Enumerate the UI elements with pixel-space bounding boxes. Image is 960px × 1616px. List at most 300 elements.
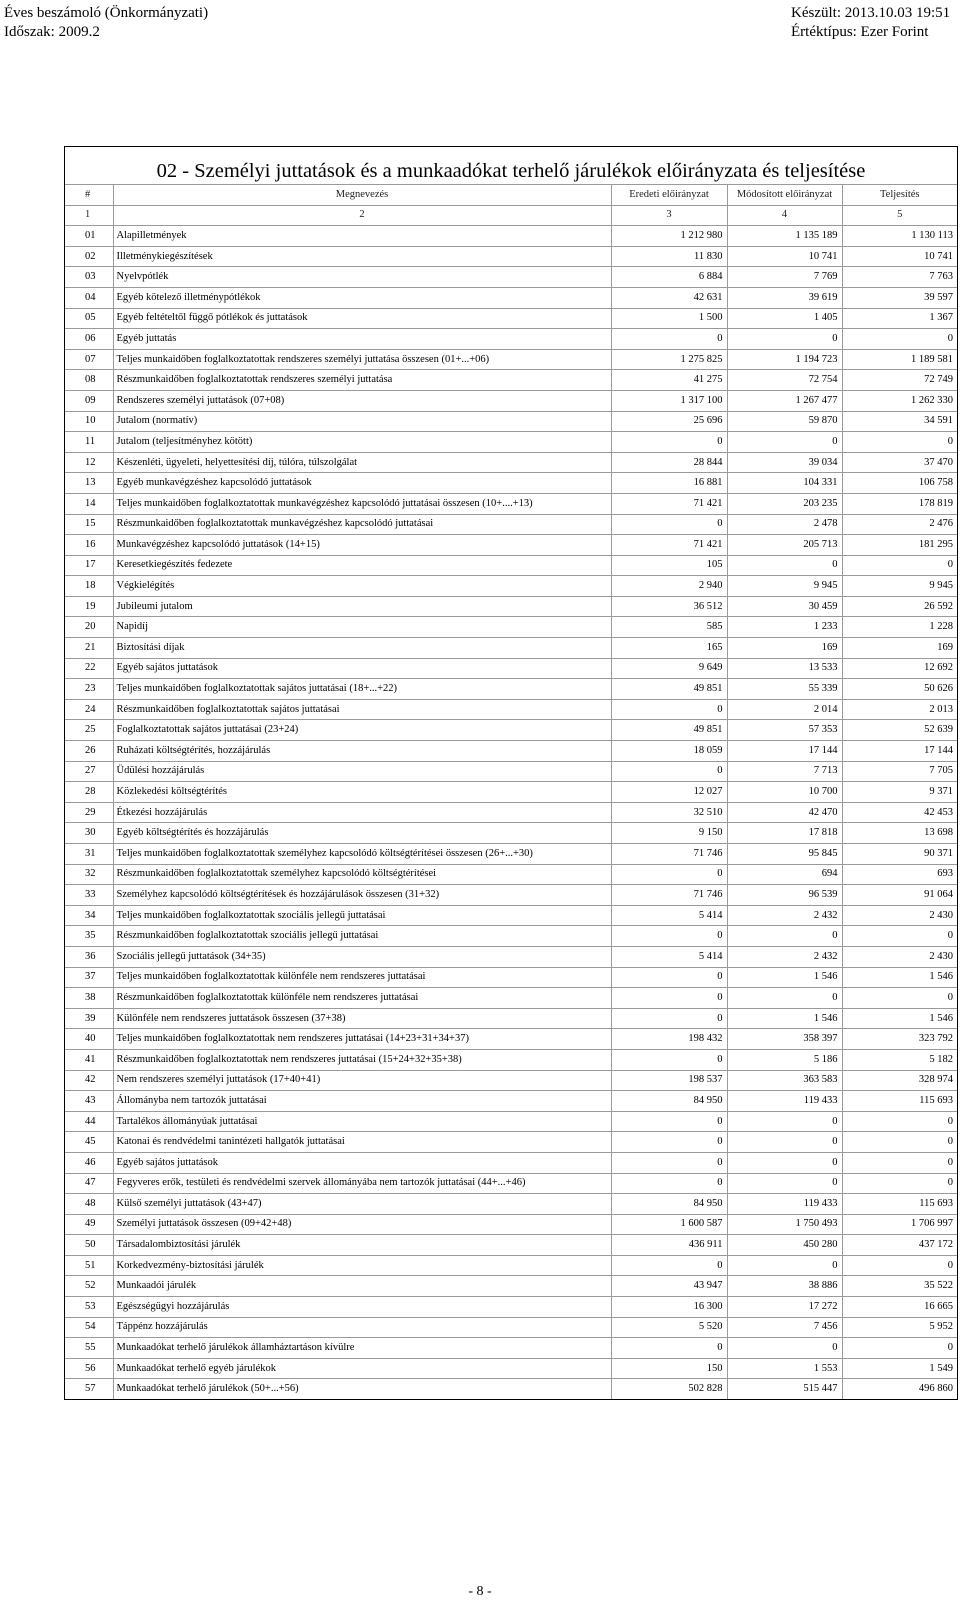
report-table-container xyxy=(64,146,958,1400)
row-number: 56 xyxy=(65,1358,113,1379)
table-row xyxy=(65,226,957,247)
row-number: 10 xyxy=(65,411,113,432)
row-number: 16 xyxy=(65,535,113,556)
row-original-value: 0 xyxy=(611,988,727,1009)
row-modified-value: 205 713 xyxy=(727,535,842,556)
row-modified-value: 358 397 xyxy=(727,1029,842,1050)
row-modified-value: 0 xyxy=(727,988,842,1009)
row-name: Étkezési hozzájárulás xyxy=(113,802,611,823)
row-original-value: 84 950 xyxy=(611,1091,727,1112)
row-modified-value: 1 233 xyxy=(727,617,842,638)
row-number: 30 xyxy=(65,823,113,844)
row-name: Végkielégítés xyxy=(113,576,611,597)
row-original-value: 9 649 xyxy=(611,658,727,679)
row-actual-value: 181 295 xyxy=(842,535,957,556)
row-modified-value: 169 xyxy=(727,638,842,659)
row-modified-value: 104 331 xyxy=(727,473,842,494)
row-name: Részmunkaidőben foglalkoztatottak különféle nem rendszeres juttatásai xyxy=(113,988,611,1009)
row-number: 03 xyxy=(65,267,113,288)
row-number: 13 xyxy=(65,473,113,494)
row-original-value: 5 520 xyxy=(611,1317,727,1338)
row-original-value: 43 947 xyxy=(611,1276,727,1297)
table-row xyxy=(65,1152,957,1173)
table-row xyxy=(65,988,957,1009)
row-original-value: 0 xyxy=(611,967,727,988)
row-actual-value: 0 xyxy=(842,1255,957,1276)
table-row xyxy=(65,844,957,865)
row-modified-value: 1 546 xyxy=(727,1008,842,1029)
table-row xyxy=(65,967,957,988)
row-name: Nyelvpótlék xyxy=(113,267,611,288)
row-actual-value: 7 705 xyxy=(842,761,957,782)
row-name: Társadalombiztosítási járulék xyxy=(113,1235,611,1256)
table-row xyxy=(65,946,957,967)
row-name: Tartalékos állományúak juttatásai xyxy=(113,1111,611,1132)
row-actual-value: 0 xyxy=(842,1338,957,1359)
row-modified-value: 39 619 xyxy=(727,287,842,308)
row-actual-value: 0 xyxy=(842,1111,957,1132)
row-number: 45 xyxy=(65,1132,113,1153)
row-name: Ruházati költségtérítés, hozzájárulás xyxy=(113,741,611,762)
table-row xyxy=(65,1214,957,1235)
row-number: 33 xyxy=(65,885,113,906)
row-modified-value: 0 xyxy=(727,432,842,453)
report-period: Időszak: 2009.2 xyxy=(4,24,100,40)
row-actual-value: 693 xyxy=(842,864,957,885)
row-number: 12 xyxy=(65,452,113,473)
row-actual-value: 437 172 xyxy=(842,1235,957,1256)
row-modified-value: 95 845 xyxy=(727,844,842,865)
row-number: 22 xyxy=(65,658,113,679)
row-number: 44 xyxy=(65,1111,113,1132)
row-modified-value: 72 754 xyxy=(727,370,842,391)
row-name: Részmunkaidőben foglalkoztatottak személyhez kapcsolódó költségtérítései xyxy=(113,864,611,885)
row-modified-value: 96 539 xyxy=(727,885,842,906)
row-modified-value: 10 700 xyxy=(727,782,842,803)
table-row xyxy=(65,823,957,844)
table-row xyxy=(65,370,957,391)
row-actual-value: 34 591 xyxy=(842,411,957,432)
table-row xyxy=(65,1194,957,1215)
row-name: Személyhez kapcsolódó költségtérítések és hozzájárulások összesen (31+32) xyxy=(113,885,611,906)
table-row xyxy=(65,411,957,432)
row-actual-value: 12 692 xyxy=(842,658,957,679)
row-actual-value: 35 522 xyxy=(842,1276,957,1297)
table-row xyxy=(65,741,957,762)
table-row xyxy=(65,308,957,329)
row-modified-value: 7 713 xyxy=(727,761,842,782)
row-original-value: 105 xyxy=(611,555,727,576)
row-original-value: 25 696 xyxy=(611,411,727,432)
row-original-value: 1 275 825 xyxy=(611,349,727,370)
row-modified-value: 42 470 xyxy=(727,802,842,823)
row-original-value: 6 884 xyxy=(611,267,727,288)
row-modified-value: 119 433 xyxy=(727,1194,842,1215)
column-number-5: 5 xyxy=(842,205,957,226)
row-name: Rendszeres személyi juttatások (07+08) xyxy=(113,390,611,411)
row-actual-value: 115 693 xyxy=(842,1091,957,1112)
row-original-value: 16 300 xyxy=(611,1297,727,1318)
row-modified-value: 59 870 xyxy=(727,411,842,432)
row-name: Teljes munkaidőben foglalkoztatottak rendszeres személyi juttatása összesen (01+...+06) xyxy=(113,349,611,370)
row-original-value: 502 828 xyxy=(611,1379,727,1399)
row-name: Különféle nem rendszeres juttatások összesen (37+38) xyxy=(113,1008,611,1029)
table-row xyxy=(65,514,957,535)
row-name: Napidíj xyxy=(113,617,611,638)
row-modified-value: 0 xyxy=(727,1338,842,1359)
row-number: 06 xyxy=(65,329,113,350)
row-modified-value: 2 432 xyxy=(727,905,842,926)
row-number: 42 xyxy=(65,1070,113,1091)
row-modified-value: 203 235 xyxy=(727,493,842,514)
row-name: Munkavégzéshez kapcsolódó juttatások (14+15) xyxy=(113,535,611,556)
table-row xyxy=(65,473,957,494)
report-title: Éves beszámoló (Önkormányzati) xyxy=(4,5,209,21)
row-number: 27 xyxy=(65,761,113,782)
row-actual-value: 10 741 xyxy=(842,246,957,267)
column-header-modified: Módosított előirányzat xyxy=(727,185,842,206)
row-name: Teljes munkaidőben foglalkoztatottak sajátos juttatásai (18+...+22) xyxy=(113,679,611,700)
row-number: 20 xyxy=(65,617,113,638)
table-row xyxy=(65,555,957,576)
row-original-value: 71 421 xyxy=(611,493,727,514)
table-row xyxy=(65,390,957,411)
column-header-num: # xyxy=(65,185,113,206)
row-original-value: 71 746 xyxy=(611,885,727,906)
table-title: 02 - Személyi juttatások és a munkaadókat terhelő járulékok előirányzata és teljesítése xyxy=(156,160,866,182)
row-name: Külső személyi juttatások (43+47) xyxy=(113,1194,611,1215)
row-original-value: 28 844 xyxy=(611,452,727,473)
row-actual-value: 91 064 xyxy=(842,885,957,906)
table-row xyxy=(65,1070,957,1091)
row-actual-value: 5 952 xyxy=(842,1317,957,1338)
row-modified-value: 1 750 493 xyxy=(727,1214,842,1235)
row-original-value: 0 xyxy=(611,1049,727,1070)
table-row xyxy=(65,720,957,741)
row-original-value: 9 150 xyxy=(611,823,727,844)
row-original-value: 150 xyxy=(611,1358,727,1379)
row-original-value: 49 851 xyxy=(611,720,727,741)
row-original-value: 32 510 xyxy=(611,802,727,823)
row-original-value: 71 746 xyxy=(611,844,727,865)
row-name: Személyi juttatások összesen (09+42+48) xyxy=(113,1214,611,1235)
row-original-value: 0 xyxy=(611,1008,727,1029)
column-header-actual: Teljesítés xyxy=(842,185,957,206)
row-number: 09 xyxy=(65,390,113,411)
row-number: 29 xyxy=(65,802,113,823)
table-row xyxy=(65,1132,957,1153)
row-actual-value: 0 xyxy=(842,926,957,947)
row-modified-value: 2 478 xyxy=(727,514,842,535)
row-original-value: 0 xyxy=(611,761,727,782)
row-name: Egyéb munkavégzéshez kapcsolódó juttatások xyxy=(113,473,611,494)
row-number: 18 xyxy=(65,576,113,597)
row-name: Részmunkaidőben foglalkoztatottak munkavégzéshez kapcsolódó juttatásai xyxy=(113,514,611,535)
row-name: Állományba nem tartozók juttatásai xyxy=(113,1091,611,1112)
row-name: Teljes munkaidőben foglalkoztatottak nem rendszeres juttatásai (14+23+31+34+37) xyxy=(113,1029,611,1050)
row-modified-value: 1 553 xyxy=(727,1358,842,1379)
table-row xyxy=(65,905,957,926)
table-row xyxy=(65,246,957,267)
row-number: 26 xyxy=(65,741,113,762)
row-number: 35 xyxy=(65,926,113,947)
row-actual-value: 52 639 xyxy=(842,720,957,741)
row-name: Munkaadókat terhelő járulékok (50+...+56) xyxy=(113,1379,611,1399)
row-number: 34 xyxy=(65,905,113,926)
row-number: 37 xyxy=(65,967,113,988)
row-actual-value: 178 819 xyxy=(842,493,957,514)
row-original-value: 5 414 xyxy=(611,946,727,967)
row-name: Jutalom (teljesítményhez kötött) xyxy=(113,432,611,453)
row-actual-value: 328 974 xyxy=(842,1070,957,1091)
column-header-name: Megnevezés xyxy=(113,185,611,206)
column-number-3: 3 xyxy=(611,205,727,226)
row-modified-value: 5 186 xyxy=(727,1049,842,1070)
row-original-value: 0 xyxy=(611,514,727,535)
table-row xyxy=(65,699,957,720)
column-number-4: 4 xyxy=(727,205,842,226)
row-number: 43 xyxy=(65,1091,113,1112)
row-modified-value: 694 xyxy=(727,864,842,885)
table-row xyxy=(65,1235,957,1256)
row-number: 07 xyxy=(65,349,113,370)
row-original-value: 0 xyxy=(611,1111,727,1132)
row-modified-value: 1 135 189 xyxy=(727,226,842,247)
row-actual-value: 1 130 113 xyxy=(842,226,957,247)
row-actual-value: 169 xyxy=(842,638,957,659)
row-number: 48 xyxy=(65,1194,113,1215)
table-row xyxy=(65,638,957,659)
row-actual-value: 26 592 xyxy=(842,596,957,617)
row-original-value: 198 432 xyxy=(611,1029,727,1050)
row-number: 01 xyxy=(65,226,113,247)
row-modified-value: 9 945 xyxy=(727,576,842,597)
table-row xyxy=(65,1111,957,1132)
table-row xyxy=(65,267,957,288)
row-original-value: 71 421 xyxy=(611,535,727,556)
row-modified-value: 2 432 xyxy=(727,946,842,967)
table-row xyxy=(65,1173,957,1194)
table-row xyxy=(65,1091,957,1112)
row-modified-value: 38 886 xyxy=(727,1276,842,1297)
table-row xyxy=(65,1297,957,1318)
row-original-value: 49 851 xyxy=(611,679,727,700)
row-modified-value: 2 014 xyxy=(727,699,842,720)
table-row xyxy=(65,658,957,679)
row-name: Keresetkiegészítés fedezete xyxy=(113,555,611,576)
row-actual-value: 2 013 xyxy=(842,699,957,720)
row-modified-value: 1 194 723 xyxy=(727,349,842,370)
report-table xyxy=(65,184,957,1399)
row-original-value: 0 xyxy=(611,1132,727,1153)
row-number: 41 xyxy=(65,1049,113,1070)
row-name: Jutalom (normatív) xyxy=(113,411,611,432)
row-modified-value: 0 xyxy=(727,555,842,576)
table-row xyxy=(65,1358,957,1379)
row-number: 23 xyxy=(65,679,113,700)
row-modified-value: 17 272 xyxy=(727,1297,842,1318)
page-header-right xyxy=(791,4,950,42)
row-number: 49 xyxy=(65,1214,113,1235)
row-actual-value: 13 698 xyxy=(842,823,957,844)
row-name: Részmunkaidőben foglalkoztatottak sajátos juttatásai xyxy=(113,699,611,720)
row-name: Teljes munkaidőben foglalkoztatottak személyhez kapcsolódó költségtérítései összesen (26+...+30) xyxy=(113,844,611,865)
row-name: Szociális jellegű juttatások (34+35) xyxy=(113,946,611,967)
table-row xyxy=(65,885,957,906)
row-original-value: 0 xyxy=(611,864,727,885)
row-original-value: 0 xyxy=(611,1338,727,1359)
row-actual-value: 0 xyxy=(842,329,957,350)
page-number: - 8 - xyxy=(468,1584,492,1599)
row-name: Egyéb költségtérítés és hozzájárulás xyxy=(113,823,611,844)
row-name: Készenléti, ügyeleti, helyettesítési díj, túlóra, túlszolgálat xyxy=(113,452,611,473)
row-name: Egyéb sajátos juttatások xyxy=(113,658,611,679)
row-original-value: 41 275 xyxy=(611,370,727,391)
row-name: Fegyveres erők, testületi és rendvédelmi szervek állományába nem tartozók juttatásai (44+...+46) xyxy=(113,1173,611,1194)
row-original-value: 198 537 xyxy=(611,1070,727,1091)
table-row xyxy=(65,432,957,453)
table-row xyxy=(65,329,957,350)
table-row xyxy=(65,596,957,617)
row-actual-value: 1 367 xyxy=(842,308,957,329)
row-number: 14 xyxy=(65,493,113,514)
row-actual-value: 5 182 xyxy=(842,1049,957,1070)
row-original-value: 1 317 100 xyxy=(611,390,727,411)
row-actual-value: 2 430 xyxy=(842,946,957,967)
row-modified-value: 515 447 xyxy=(727,1379,842,1399)
row-number: 28 xyxy=(65,782,113,803)
row-name: Jubileumi jutalom xyxy=(113,596,611,617)
row-original-value: 5 414 xyxy=(611,905,727,926)
row-original-value: 1 212 980 xyxy=(611,226,727,247)
row-actual-value: 2 430 xyxy=(842,905,957,926)
table-row xyxy=(65,1379,957,1399)
row-number: 47 xyxy=(65,1173,113,1194)
row-actual-value: 9 371 xyxy=(842,782,957,803)
row-original-value: 0 xyxy=(611,1152,727,1173)
row-original-value: 18 059 xyxy=(611,741,727,762)
row-modified-value: 0 xyxy=(727,1152,842,1173)
table-row xyxy=(65,1338,957,1359)
row-number: 51 xyxy=(65,1255,113,1276)
row-original-value: 436 911 xyxy=(611,1235,727,1256)
row-number: 19 xyxy=(65,596,113,617)
row-name: Alapilletmények xyxy=(113,226,611,247)
table-row xyxy=(65,802,957,823)
row-original-value: 16 881 xyxy=(611,473,727,494)
table-row xyxy=(65,535,957,556)
row-number: 24 xyxy=(65,699,113,720)
table-row xyxy=(65,493,957,514)
row-actual-value: 1 189 581 xyxy=(842,349,957,370)
row-name: Részmunkaidőben foglalkoztatottak nem rendszeres juttatásai (15+24+32+35+38) xyxy=(113,1049,611,1070)
row-actual-value: 50 626 xyxy=(842,679,957,700)
row-actual-value: 1 549 xyxy=(842,1358,957,1379)
row-number: 08 xyxy=(65,370,113,391)
row-number: 39 xyxy=(65,1008,113,1029)
row-original-value: 84 950 xyxy=(611,1194,727,1215)
row-modified-value: 7 456 xyxy=(727,1317,842,1338)
row-modified-value: 0 xyxy=(727,1255,842,1276)
row-original-value: 0 xyxy=(611,699,727,720)
row-name: Munkaadói járulék xyxy=(113,1276,611,1297)
row-modified-value: 0 xyxy=(727,926,842,947)
row-original-value: 0 xyxy=(611,1255,727,1276)
value-type: Értéktípus: Ezer Forint xyxy=(791,24,929,40)
row-modified-value: 0 xyxy=(727,1173,842,1194)
row-name: Illetménykiegészítések xyxy=(113,246,611,267)
row-modified-value: 363 583 xyxy=(727,1070,842,1091)
table-row xyxy=(65,1029,957,1050)
row-number: 02 xyxy=(65,246,113,267)
row-actual-value: 9 945 xyxy=(842,576,957,597)
row-actual-value: 2 476 xyxy=(842,514,957,535)
row-number: 15 xyxy=(65,514,113,535)
row-actual-value: 106 758 xyxy=(842,473,957,494)
row-actual-value: 1 228 xyxy=(842,617,957,638)
row-modified-value: 7 769 xyxy=(727,267,842,288)
row-number: 38 xyxy=(65,988,113,1009)
row-original-value: 1 600 587 xyxy=(611,1214,727,1235)
column-number-row xyxy=(65,205,957,226)
row-actual-value: 0 xyxy=(842,988,957,1009)
row-name: Foglalkoztatottak sajátos juttatásai (23+24) xyxy=(113,720,611,741)
table-row xyxy=(65,1049,957,1070)
row-number: 05 xyxy=(65,308,113,329)
row-original-value: 1 500 xyxy=(611,308,727,329)
table-row xyxy=(65,1008,957,1029)
row-name: Egészségügyi hozzájárulás xyxy=(113,1297,611,1318)
row-number: 32 xyxy=(65,864,113,885)
row-number: 36 xyxy=(65,946,113,967)
row-number: 04 xyxy=(65,287,113,308)
row-name: Üdülési hozzájárulás xyxy=(113,761,611,782)
row-original-value: 165 xyxy=(611,638,727,659)
row-number: 50 xyxy=(65,1235,113,1256)
row-actual-value: 323 792 xyxy=(842,1029,957,1050)
row-actual-value: 42 453 xyxy=(842,802,957,823)
row-number: 11 xyxy=(65,432,113,453)
column-header-original: Eredeti előirányzat xyxy=(611,185,727,206)
table-row xyxy=(65,761,957,782)
row-original-value: 0 xyxy=(611,1173,727,1194)
row-number: 17 xyxy=(65,555,113,576)
row-modified-value: 0 xyxy=(727,1132,842,1153)
row-name: Katonai és rendvédelmi tanintézeti hallgatók juttatásai xyxy=(113,1132,611,1153)
row-number: 54 xyxy=(65,1317,113,1338)
row-actual-value: 0 xyxy=(842,432,957,453)
row-name: Nem rendszeres személyi juttatások (17+40+41) xyxy=(113,1070,611,1091)
row-actual-value: 1 706 997 xyxy=(842,1214,957,1235)
row-modified-value: 1 546 xyxy=(727,967,842,988)
row-original-value: 0 xyxy=(611,926,727,947)
row-name: Teljes munkaidőben foglalkoztatottak szociális jellegű juttatásai xyxy=(113,905,611,926)
row-actual-value: 16 665 xyxy=(842,1297,957,1318)
table-row xyxy=(65,617,957,638)
row-original-value: 0 xyxy=(611,329,727,350)
row-number: 55 xyxy=(65,1338,113,1359)
row-actual-value: 0 xyxy=(842,1152,957,1173)
row-original-value: 36 512 xyxy=(611,596,727,617)
table-row xyxy=(65,576,957,597)
row-original-value: 42 631 xyxy=(611,287,727,308)
row-actual-value: 0 xyxy=(842,1132,957,1153)
row-name: Egyéb juttatás xyxy=(113,329,611,350)
row-modified-value: 450 280 xyxy=(727,1235,842,1256)
row-number: 53 xyxy=(65,1297,113,1318)
table-row xyxy=(65,679,957,700)
row-actual-value: 90 371 xyxy=(842,844,957,865)
